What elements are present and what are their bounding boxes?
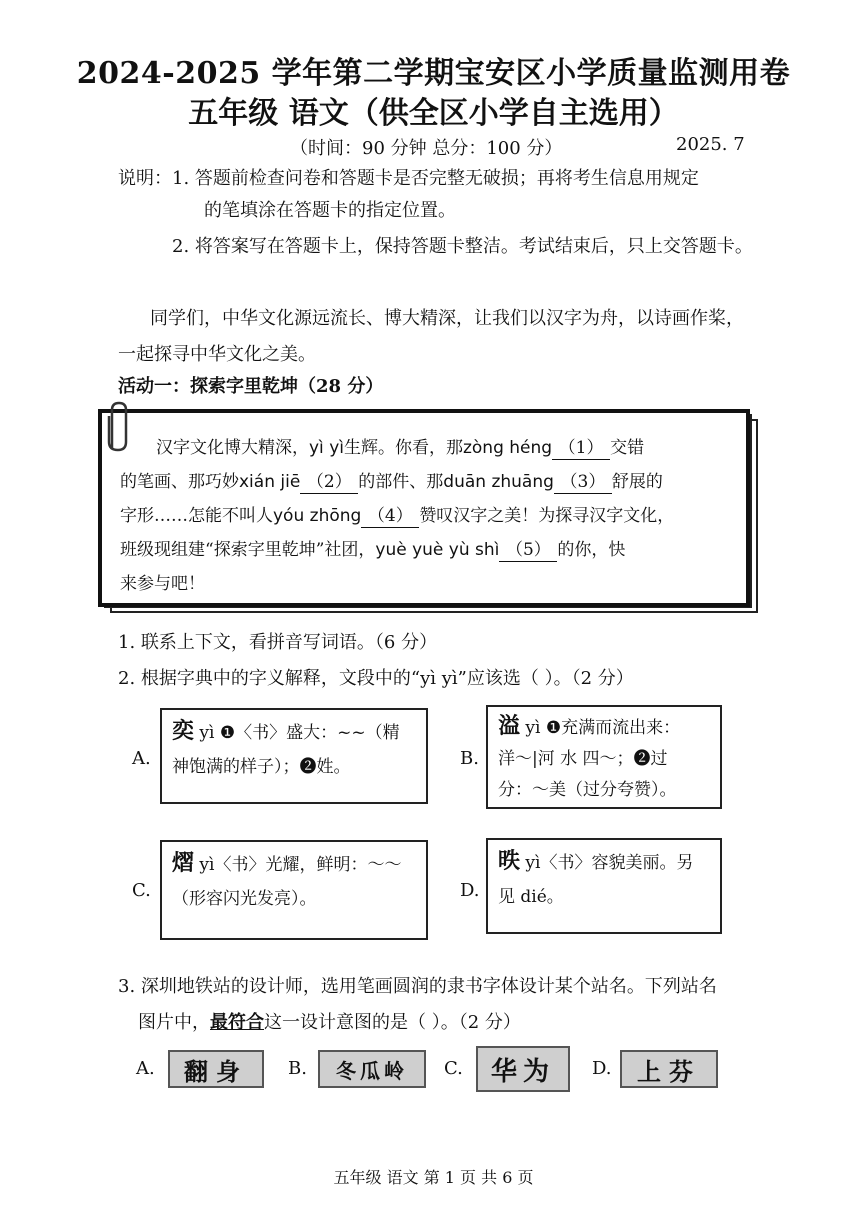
- question-3-line1: 3. 深圳地铁站的设计师，选用笔画圆润的隶书字体设计某个站名。下列站名: [118, 976, 717, 997]
- blank-3[interactable]: （3）: [554, 471, 612, 494]
- passage-box: [98, 409, 750, 607]
- exam-date: 2025. 7: [676, 134, 745, 155]
- dictionary-entry-b: 溢 yì ❶充满而流出来： 洋～|河 水 四～；❷过 分：～美（过分夸赞）。: [486, 705, 722, 809]
- option-c-label[interactable]: C.: [132, 880, 151, 901]
- entry-char-a: 奕: [172, 718, 195, 744]
- blank-5[interactable]: （5）: [499, 539, 557, 562]
- option-b-label-q3[interactable]: B.: [288, 1058, 307, 1079]
- dictionary-entry-d: 昳 yì〈书〉容貌美丽。另 见 dié。: [486, 838, 722, 934]
- instruction-1-line2: 的笔填涂在答题卡的指定位置。: [204, 200, 456, 221]
- passage-text: [120, 431, 728, 601]
- option-a-label-q3[interactable]: A.: [136, 1058, 155, 1079]
- option-a-label[interactable]: A.: [132, 748, 151, 769]
- station-sign-a[interactable]: 翻身: [168, 1050, 264, 1088]
- option-c-label-q3[interactable]: C.: [444, 1058, 463, 1079]
- intro-line2: 一起探寻中华文化之美。: [118, 344, 316, 365]
- station-sign-b[interactable]: 冬瓜岭: [318, 1050, 426, 1088]
- passage-line3: 字形……怎能不叫人yóu zhōng （4） 赞叹汉字之美！为探寻汉字文化，: [120, 506, 675, 526]
- dictionary-entry-c: 熠 yì〈书〉光耀，鲜明：～～ （形容闪光发亮）。: [160, 840, 428, 940]
- dictionary-entry-a: 奕 yì ❶〈书〉盛大：~~（精 神饱满的样子）；❷姓。: [160, 708, 428, 804]
- passage-line2: 的笔画、那巧妙xián jiē （2） 的部件、那duān zhuāng （3） 舒展的: [120, 472, 663, 492]
- passage-line5: 来参与吧！: [120, 574, 205, 594]
- instruction-1-line1: 1. 答题前检查问卷和答题卡是否完整无破损；再将考生信息用规定: [172, 168, 699, 189]
- emphasis-best-fit: 最符合: [210, 1012, 264, 1033]
- passage-line1: 汉字文化博大精深，yì yì生辉。你看，那zòng héng （1） 交错: [156, 438, 645, 458]
- station-sign-c[interactable]: 华为: [476, 1046, 570, 1092]
- exam-title-line2: 五年级 语文（供全区小学自主选用）: [188, 96, 679, 131]
- option-d-label-q3[interactable]: D.: [592, 1058, 612, 1079]
- option-b-label[interactable]: B.: [460, 748, 479, 769]
- blank-1[interactable]: （1）: [552, 437, 610, 460]
- entry-char-d: 昳: [498, 848, 521, 874]
- question-2: 2. 根据字典中的字义解释，文段中的“yì yì”应该选（ ）。（2 分）: [118, 668, 634, 689]
- instruction-2: 2. 将答案写在答题卡上，保持答题卡整洁。考试结束后，只上交答题卡。: [172, 236, 753, 257]
- option-d-label[interactable]: D.: [460, 880, 480, 901]
- activity1-title: 活动一：探索字里乾坤（28 分）: [118, 376, 384, 397]
- station-sign-d[interactable]: 上芬: [620, 1050, 718, 1088]
- passage-line4: 班级现组建“探索字里乾坤”社团，yuè yuè yù shì （5） 的你，快: [120, 540, 626, 560]
- intro-line1: 同学们，中华文化源远流长、博大精深，让我们以汉字为舟，以诗画作桨，: [150, 308, 744, 329]
- exam-meta: （时间：90 分钟 总分：100 分）: [290, 138, 563, 159]
- question-1: 1. 联系上下文，看拼音写词语。（6 分）: [118, 632, 438, 653]
- question-3-line2: 图片中，最符合这一设计意图的是（ ）。（2 分）: [138, 1012, 521, 1033]
- blank-2[interactable]: （2）: [300, 471, 358, 494]
- paperclip-icon: [100, 400, 134, 454]
- page-footer: 五年级 语文 第 1 页 共 6 页: [333, 1168, 534, 1187]
- entry-char-b: 溢: [498, 713, 521, 739]
- exam-title-line1: 2024-2025 学年第二学期宝安区小学质量监测用卷: [76, 56, 791, 91]
- blank-4[interactable]: （4）: [361, 505, 419, 528]
- instructions-label: 说明：: [118, 168, 172, 189]
- entry-char-c: 熠: [172, 850, 195, 876]
